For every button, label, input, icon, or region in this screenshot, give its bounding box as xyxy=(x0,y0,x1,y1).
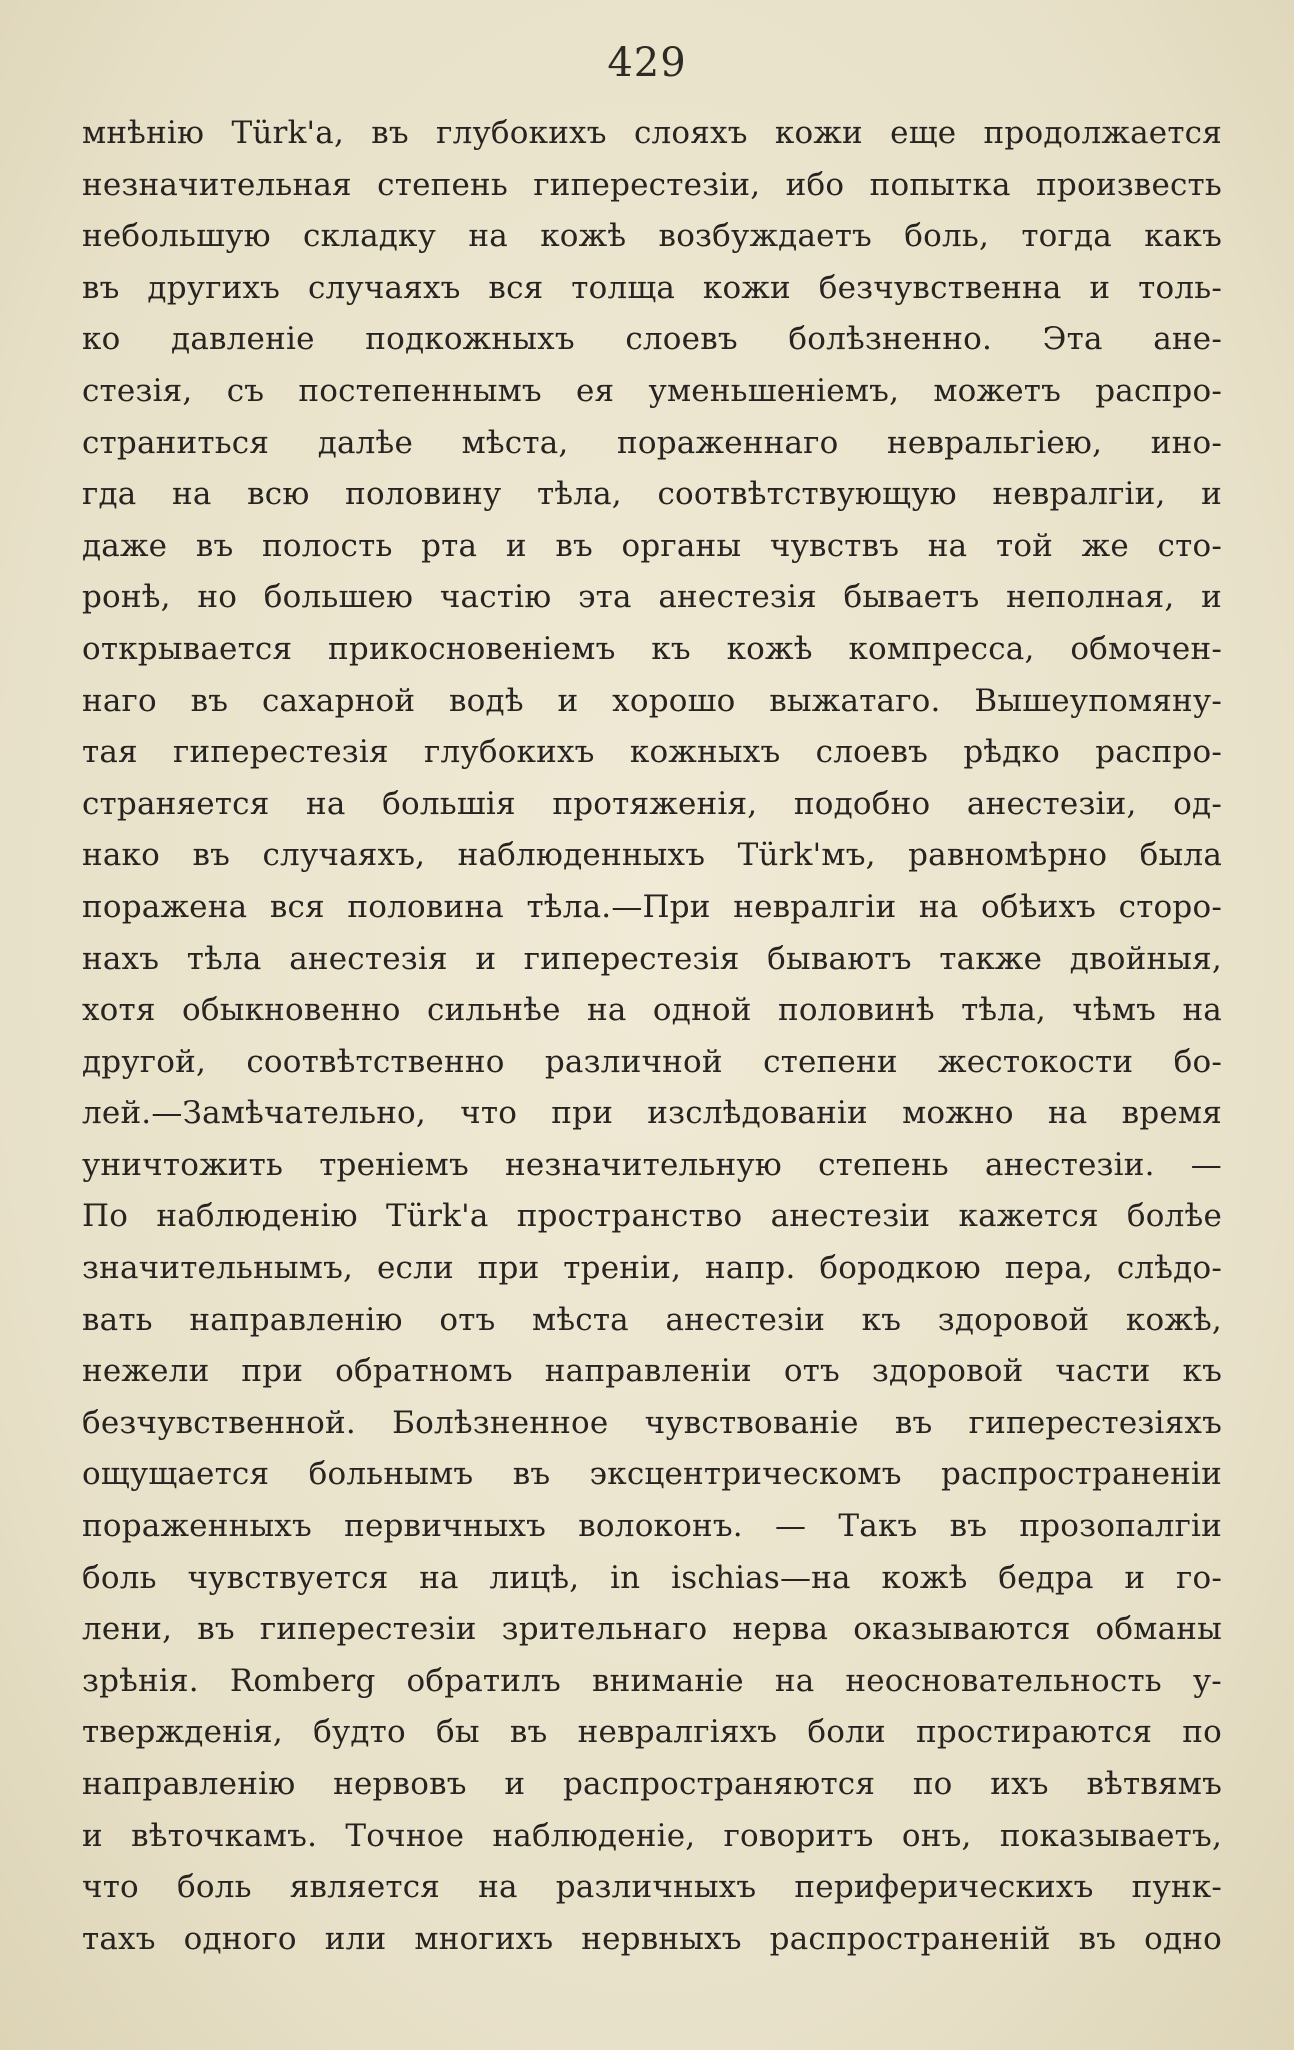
text-line: уничтожить треніемъ незначительную степень анестезіи. — xyxy=(82,1146,1222,1183)
text-line: лени, въ гиперестезіи зрительнаго нерва оказываются обманы xyxy=(82,1611,1222,1648)
text-line: По наблюденію Türk'а пространство анестезіи кажется болѣе xyxy=(82,1198,1222,1235)
text-line: нахъ тѣла анестезія и гиперестезія бываютъ также двойныя, xyxy=(82,940,1222,977)
text-line: ощущается больнымъ въ эксцентрическомъ распространеніи xyxy=(82,1456,1222,1493)
text-line: страниться далѣе мѣста, пораженнаго невральгіею, ино- xyxy=(82,424,1222,461)
text-line: небольшую складку на кожѣ возбуждаетъ боль, тогда какъ xyxy=(82,218,1222,255)
text-line: ронѣ, но большею частію эта анестезія бываетъ неполная, и xyxy=(82,579,1222,616)
text-line: нако въ случаяхъ, наблюденныхъ Türk'мъ, равномѣрно была xyxy=(82,837,1222,874)
text-line: наго въ сахарной водѣ и хорошо выжатаго. Вышеупомяну- xyxy=(82,682,1222,719)
text-line: нежели при обратномъ направленіи отъ здоровой части къ xyxy=(82,1353,1222,1390)
text-line: вать направленію отъ мѣста анестезіи къ здоровой кожѣ, xyxy=(82,1301,1222,1338)
text-line: ко давленіе подкожныхъ слоевъ болѣзненно. Эта ане- xyxy=(82,321,1222,358)
text-line: незначительная степень гиперестезіи, ибо попытка произвесть xyxy=(82,166,1222,203)
text-line: даже въ полость рта и въ органы чувствъ на той же сто- xyxy=(82,527,1222,564)
text-line: хотя обыкновенно сильнѣе на одной половинѣ тѣла, чѣмъ на xyxy=(82,992,1222,1029)
text-line: безчувственной. Болѣзненное чувствованіе въ гиперестезіяхъ xyxy=(82,1404,1222,1441)
text-line: страняется на большія протяженія, подобно анестезіи, од- xyxy=(82,785,1222,822)
text-line: значительнымъ, если при треніи, напр. бородкою пера, слѣдо- xyxy=(82,1250,1222,1287)
text-line: боль чувствуется на лицѣ, in ischias—на кожѣ бедра и го- xyxy=(82,1559,1222,1596)
text-line: что боль является на различныхъ периферическихъ пунк- xyxy=(82,1869,1222,1906)
text-line: открывается прикосновеніемъ къ кожѣ компресса, обмочен- xyxy=(82,630,1222,667)
text-line: въ другихъ случаяхъ вся толща кожи безчувственна и толь- xyxy=(82,269,1222,306)
text-line: стезія, съ постепеннымъ ея уменьшеніемъ, можетъ распро- xyxy=(82,372,1222,409)
text-line: твержденія, будто бы въ невралгіяхъ боли простираются по xyxy=(82,1714,1222,1751)
page-number: 429 xyxy=(607,40,687,86)
text-line: тая гиперестезія глубокихъ кожныхъ слоевъ рѣдко распро- xyxy=(82,734,1222,771)
text-line: тахъ одного или многихъ нервныхъ распространеній въ одно xyxy=(82,1920,1222,1957)
body-text xyxy=(82,108,1222,1965)
text-line: другой, соотвѣтственно различной степени жестокости бо- xyxy=(82,1043,1222,1080)
text-line: лей.—Замѣчательно, что при изслѣдованіи можно на время xyxy=(82,1095,1222,1132)
text-line: мнѣнію Türk'а, въ глубокихъ слояхъ кожи еще продолжается xyxy=(82,115,1222,151)
text-line: гда на всю половину тѣла, соотвѣтствующую невралгіи, и xyxy=(82,476,1222,513)
text-line: поражена вся половина тѣла.—При невралгіи на обѣихъ сторо- xyxy=(82,888,1222,925)
text-line: и вѣточкамъ. Точное наблюденіе, говоритъ онъ, показываетъ, xyxy=(82,1817,1222,1854)
text-line: зрѣнія. Romberg обратилъ вниманіе на неосновательность у- xyxy=(82,1662,1222,1699)
text-line: направленію нервовъ и распространяются по ихъ вѣтвямъ xyxy=(82,1766,1222,1802)
text-line: пораженныхъ первичныхъ волоконъ. — Такъ въ прозопалгіи xyxy=(82,1508,1222,1545)
